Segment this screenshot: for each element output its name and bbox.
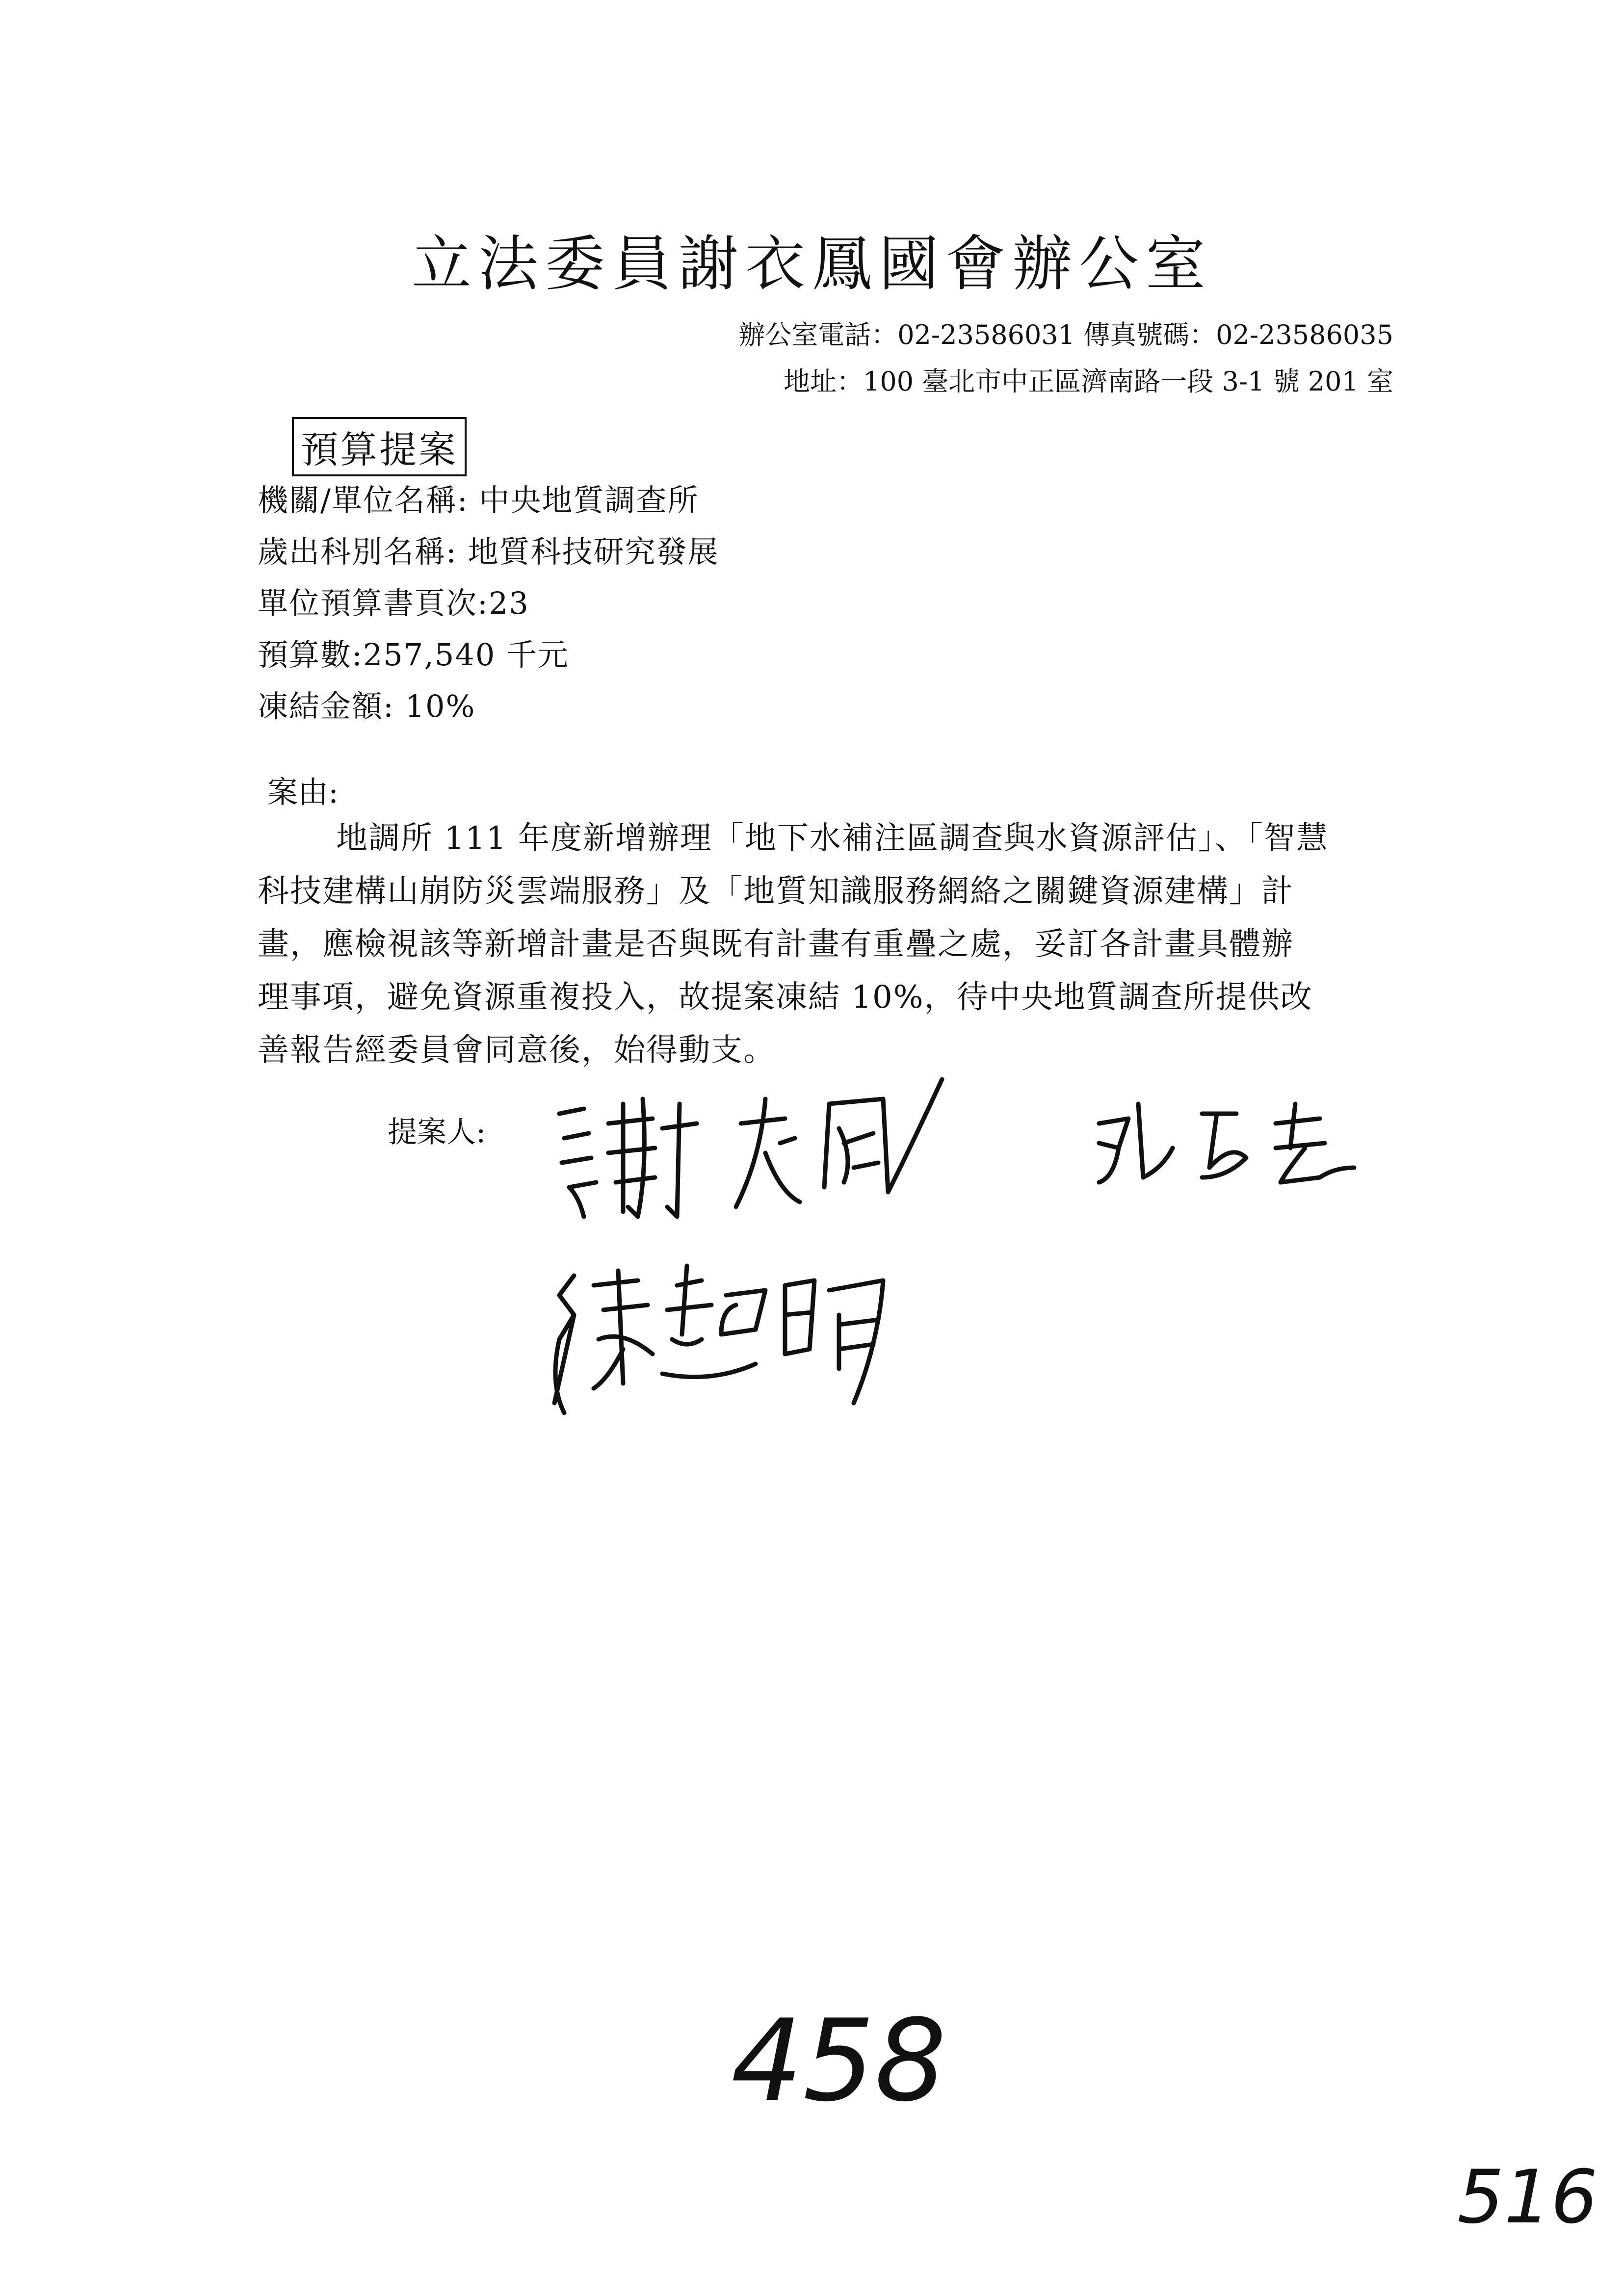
contact-address: 地址：100 臺北市中正區濟南路一段 3-1 號 201 室 — [784, 366, 1393, 397]
reason-line: 畫，應檢視該等新增計畫是否與既有計畫有重疊之處，妥訂各計畫具體辦 — [258, 926, 1294, 963]
signature-1 — [550, 1070, 952, 1226]
field-budget-page: 單位預算書頁次:23 — [258, 585, 529, 621]
reason-label: 案由: — [267, 774, 339, 810]
reason-line: 地調所 111 年度新增辦理「地下水補注區調查與水資源評估」、「智慧 — [336, 820, 1329, 857]
office-title: 立法委員謝衣鳳國會辦公室 — [412, 229, 1212, 299]
reason-line: 科技建構山崩防災雲端服務」及「地質知識服務網絡之關鍵資源建構」計 — [258, 873, 1294, 910]
page-number-main — [726, 1992, 981, 2119]
reason-line: 理事項，避免資源重複投入，故提案凍結 10%，待中央地質調查所提供改 — [258, 979, 1313, 1016]
budget-proposal-tag: 預算提案 — [292, 417, 467, 476]
reason-body — [258, 812, 1376, 1077]
field-subject: 歲出科別名稱: 地質科技研究發展 — [258, 534, 719, 570]
signature-3 — [540, 1256, 903, 1423]
proposer-label: 提案人: — [388, 1115, 486, 1149]
field-agency: 機關/單位名稱: 中央地質調查所 — [258, 482, 699, 518]
signature-2 — [1089, 1094, 1364, 1192]
svg-text:516: 516 — [1457, 2155, 1598, 2237]
field-budget-amount: 預算數:257,540 千元 — [258, 637, 569, 673]
field-frozen-amount: 凍結金額: 10% — [258, 688, 476, 724]
page-number-corner — [1452, 2149, 1599, 2237]
contact-phone: 辦公室電話：02-23586031 傳真號碼：02-23586035 — [738, 319, 1393, 350]
svg-text:458: 458 — [731, 1996, 946, 2119]
reason-line: 善報告經委員會同意後，始得動支。 — [258, 1032, 776, 1069]
